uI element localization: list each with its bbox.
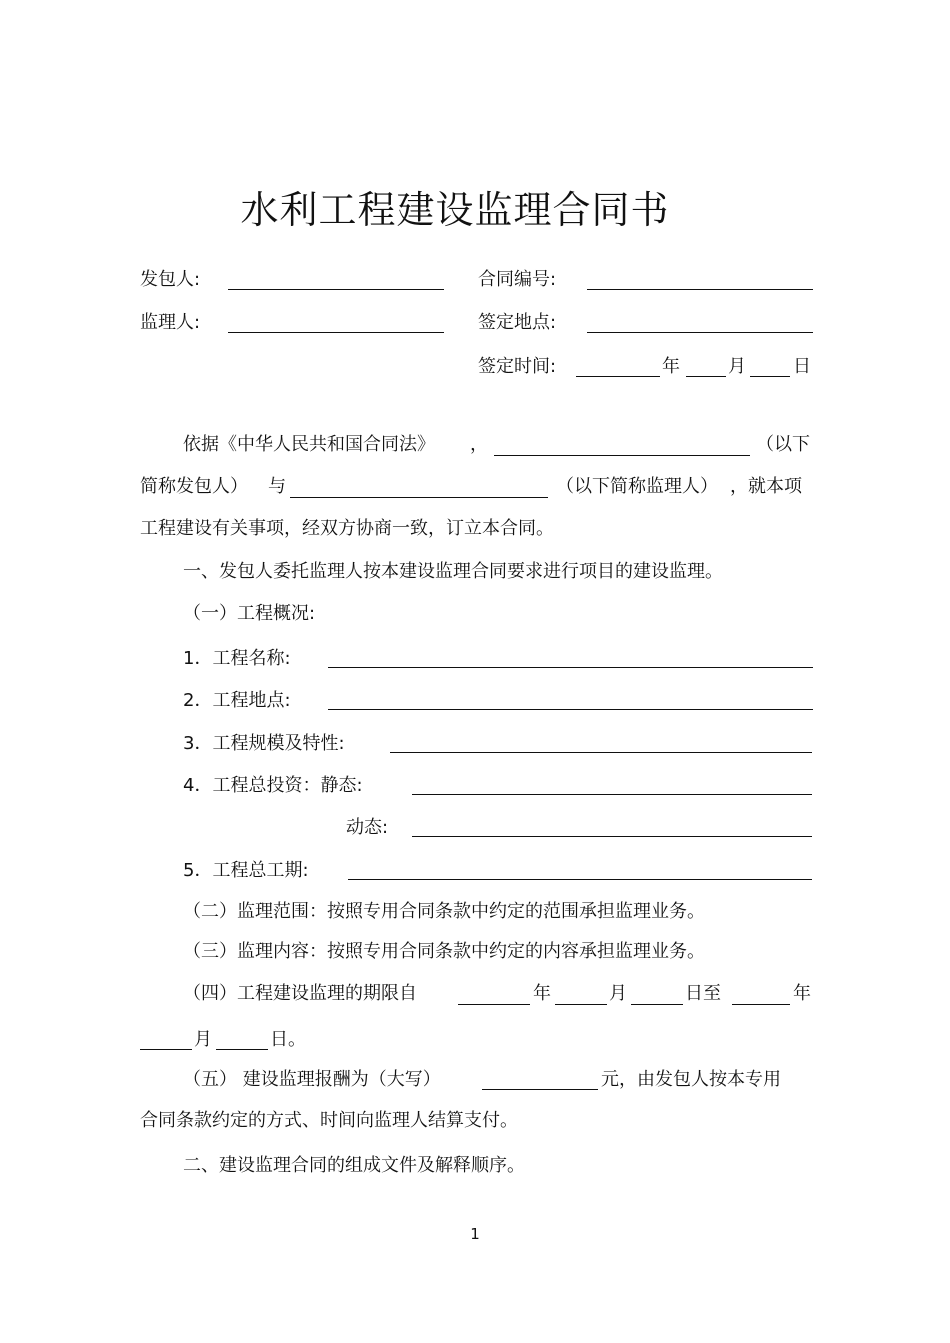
employer-blank[interactable] (228, 289, 444, 290)
intro-line1-text: 依据《中华人民共和国合同法》 (183, 434, 435, 455)
contract-number-blank[interactable] (587, 289, 813, 290)
fee-label: （五） 建设监理报酬为（大写） (183, 1069, 441, 1090)
sign-day-label: 日 (793, 356, 811, 377)
project-scale-label: 3．工程规模及特性: (183, 733, 345, 754)
intro-line1-end: （以下 (756, 434, 810, 455)
section2-heading: 二、建设监理合同的组成文件及解释顺序。 (183, 1155, 525, 1176)
project-location-blank[interactable] (328, 709, 813, 710)
period-end-month-blank[interactable] (140, 1049, 192, 1050)
period-start-month-blank[interactable] (555, 1004, 607, 1005)
project-name-label: 1．工程名称: (183, 648, 291, 669)
period-start-day-blank[interactable] (631, 1004, 683, 1005)
period-end-day-label: 日。 (270, 1029, 306, 1050)
page-number: 1 (470, 1225, 480, 1243)
fee-amount-blank[interactable] (482, 1089, 598, 1090)
employer-name-blank[interactable] (494, 455, 750, 456)
project-name-blank[interactable] (328, 667, 813, 668)
period-end-year-label: 年 (793, 983, 811, 1004)
section1-heading: 一、发包人委托监理人按本建设监理合同要求进行项目的建设监理。 (183, 561, 723, 582)
supervisor-blank[interactable] (228, 332, 444, 333)
period-start-month-label: 月 (609, 983, 627, 1004)
intro-line2-with: 与 (268, 476, 286, 497)
investment-dynamic-blank[interactable] (412, 836, 812, 837)
document-title: 水利工程建设监理合同书 (240, 188, 670, 232)
period-start-year-blank[interactable] (458, 1004, 530, 1005)
period-end-day-blank[interactable] (216, 1049, 268, 1050)
supervision-period-label: （四）工程建设监理的期限自 (183, 983, 417, 1004)
sign-year-label: 年 (662, 356, 680, 377)
supervisor-label: 监理人: (140, 312, 201, 333)
intro-line2-end: ，就本项 (730, 476, 802, 497)
sign-place-label: 签定地点: (478, 312, 557, 333)
sign-time-label: 签定时间: (478, 356, 557, 377)
employer-label: 发包人: (140, 269, 201, 290)
sign-month-blank[interactable] (686, 376, 726, 377)
sign-year-blank[interactable] (576, 376, 660, 377)
total-duration-blank[interactable] (348, 879, 812, 880)
investment-static-blank[interactable] (412, 794, 812, 795)
total-duration-label: 5．工程总工期: (183, 860, 309, 881)
supervision-content: （三）监理内容：按照专用合同条款中约定的内容承担监理业务。 (183, 941, 705, 962)
period-start-day-to: 日至 (685, 983, 721, 1004)
period-start-year-label: 年 (533, 983, 551, 1004)
investment-static-label: 4．工程总投资：静态: (183, 775, 363, 796)
fee-text-continued: 元，由发包人按本专用 (601, 1069, 781, 1090)
period-end-year-blank[interactable] (732, 1004, 790, 1005)
sign-day-blank[interactable] (750, 376, 790, 377)
project-location-label: 2．工程地点: (183, 690, 291, 711)
project-overview-heading: （一）工程概况: (183, 603, 316, 624)
fee-text-line2: 合同条款约定的方式、时间向监理人结算支付。 (140, 1110, 518, 1131)
investment-dynamic-label: 动态: (346, 817, 389, 838)
supervisor-name-blank[interactable] (290, 497, 548, 498)
intro-line2-supervisor: （以下简称监理人） (556, 476, 718, 497)
period-end-month-label: 月 (194, 1029, 212, 1050)
supervision-scope: （二）监理范围：按照专用合同条款中约定的范围承担监理业务。 (183, 901, 705, 922)
sign-month-label: 月 (728, 356, 746, 377)
project-scale-blank[interactable] (390, 752, 812, 753)
intro-line3: 工程建设有关事项，经双方协商一致，订立本合同。 (140, 518, 554, 539)
sign-place-blank[interactable] (587, 332, 813, 333)
intro-line1-comma: ， (470, 434, 488, 455)
intro-line2-start: 简称发包人） (140, 476, 248, 497)
contract-number-label: 合同编号: (478, 269, 557, 290)
